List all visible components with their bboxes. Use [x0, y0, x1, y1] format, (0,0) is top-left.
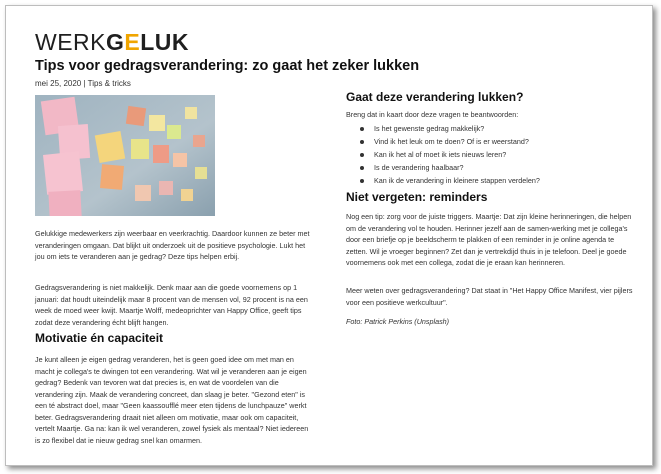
article-title: Tips voor gedragsverandering: zo gaat het zeker lukken — [35, 58, 420, 74]
heading-lukken: Gaat deze verandering lukken? — [346, 90, 524, 104]
werkgeluk-logo[interactable] — [35, 30, 189, 54]
logo-part-werk: WERK — [35, 29, 106, 55]
bullet-icon — [360, 153, 364, 157]
list-item: Vind ik het leuk om te doen? Of is er weerstand? — [346, 135, 540, 148]
bullet-icon — [360, 179, 364, 183]
bullet-icon — [360, 166, 364, 170]
question-list — [346, 122, 540, 187]
list-item: Is het gewenste gedrag makkelijk? — [346, 122, 540, 135]
bullet-icon — [360, 140, 364, 144]
sticky-notes-illustration — [35, 95, 215, 216]
paragraph-voornemens: Gedragsverandering is niet makkelijk. Denk maar aan die goede voornemens op 1 januari: dat houdt uiteindelijk maar 8 procent van de mensen vol, 92 procent is na een week de moed weer kwijt. Maartje Wolff, medeoprichter van Happy Office, geeft tips zodat deze verandering écht blijft hangen. — [35, 283, 308, 327]
bullet-icon — [360, 127, 364, 131]
list-item: Kan ik de verandering in kleinere stappen verdelen? — [346, 174, 540, 187]
heading-reminders: Niet vergeten: reminders — [346, 190, 488, 204]
logo-part-geluk: GELUK — [106, 29, 190, 55]
paragraph-vragen-intro: Breng dat in kaart door deze vragen te beantwoorden: — [346, 110, 519, 119]
photo-credit: Foto: Patrick Perkins (Unsplash) — [346, 317, 450, 326]
paragraph-intro: Gelukkige medewerkers zijn weerbaar en veerkrachtig. Daardoor kunnen ze beter met veranderingen omgaan. Dat blijkt uit onderzoek uit de positieve psychologie. Lukt het jou om iets te veranderen aan je gedrag? Deze tips helpen erbij. — [35, 229, 310, 261]
heading-motivatie: Motivatie én capaciteit — [35, 331, 164, 345]
list-item: Is de verandering haalbaar? — [346, 161, 540, 174]
sticky-notes-photo — [35, 95, 215, 216]
paragraph-meer-weten: Meer weten over gedragsverandering? Dat staat in "Het Happy Office Manifest, vier pijlers voor een positieve werkcultuur". — [346, 286, 633, 307]
paragraph-reminders: Nog een tip: zorg voor de juiste triggers. Maartje: Dat zijn kleine herinneringen, die helpen om de verandering vol te houden. Herinner jezelf aan de samen-werking met je collega's door een briefje op je beeldscherm te plakken of een reminder in je online agenda te zetten. Wil je vroeger beginnen? Zet dan je vertrekdijd thuis in je telefoon. Deel je goede voornemens ook met een collega, zodat die je eraan kan herinneren. — [346, 212, 632, 267]
article-page — [5, 5, 653, 466]
article-meta: mei 25, 2020 | Tips & tricks — [35, 79, 131, 88]
list-item: Kan ik het al of moet ik iets nieuws leren? — [346, 148, 540, 161]
paragraph-motivatie: Je kunt alleen je eigen gedrag veranderen, het is geen goed idee om met man en macht je collega's te dwingen tot een verandering. Wat wil je veranderen aan je eigen gedrag? Bedenk van tevoren wat dat precies is, en wat de voordelen van die verandering zijn. Maak de verandering concreet, dan slaag je beter. "Gezond eten" is een té abstract doel, maar "Geen kaassoufflé meer eten tijdens de lunchpauze" werkt beter. Gedragsverandering draait niet alleen om motivatie, maar ook om capaciteit, vertelt Maartje. Ga na: kan ik wel veranderen, zowel fysiek als mentaal? Niet iedereen is zo flexibel dat ie nieuw gedrag snel kan omarmen. — [35, 355, 309, 445]
